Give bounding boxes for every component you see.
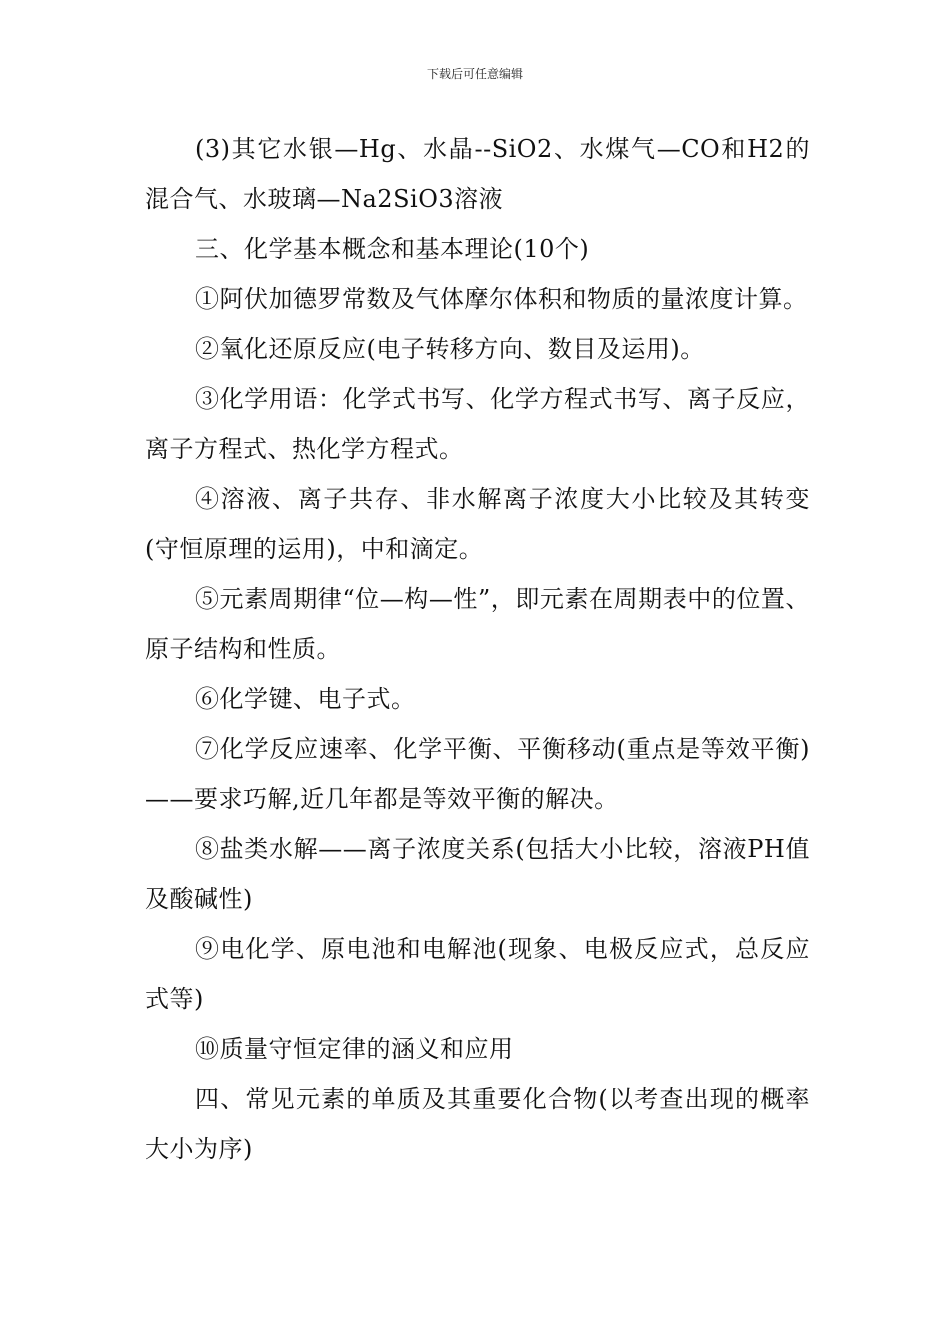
- document-body: [145, 124, 810, 1174]
- list-item-2: ②氧化还原反应(电子转移方向、数目及运用)。: [195, 335, 705, 363]
- list-item-10: ⑩质量守恒定律的涵义和应用: [195, 1035, 514, 1063]
- list-item-6: ⑥化学键、电子式。: [195, 685, 416, 713]
- list-item-1: ①阿伏加德罗常数及气体摩尔体积和物质的量浓度计算。: [195, 285, 808, 313]
- list-item-4: ④溶液、离子共存、非水解离子浓度大小比较及其转变(守恒原理的运用)，中和滴定。: [145, 485, 810, 563]
- paragraph-other-water-names: (3)其它水银—Hg、水晶--SiO2、水煤气—CO和H2的混合气、水玻璃—Na2SiO3溶液: [145, 135, 810, 213]
- section-heading-elements: 四、常见元素的单质及其重要化合物(以考查出现的概率大小为序): [145, 1085, 810, 1163]
- list-item-8: ⑧盐类水解——离子浓度关系(包括大小比较，溶液PH值及酸碱性): [145, 835, 810, 913]
- section-heading-basic-concepts: 三、化学基本概念和基本理论(10个): [195, 235, 590, 263]
- list-item-7: ⑦化学反应速率、化学平衡、平衡移动(重点是等效平衡)——要求巧解,近几年都是等效平衡的解决。: [145, 735, 810, 813]
- list-item-5: ⑤元素周期律“位—构—性”，即元素在周期表中的位置、原子结构和性质。: [145, 585, 810, 663]
- list-item-9: ⑨电化学、原电池和电解池(现象、电极反应式，总反应式等): [145, 935, 810, 1013]
- list-item-3: ③化学用语：化学式书写、化学方程式书写、离子反应，离子方程式、热化学方程式。: [145, 385, 810, 463]
- page-header: 下载后可任意编辑: [426, 67, 523, 81]
